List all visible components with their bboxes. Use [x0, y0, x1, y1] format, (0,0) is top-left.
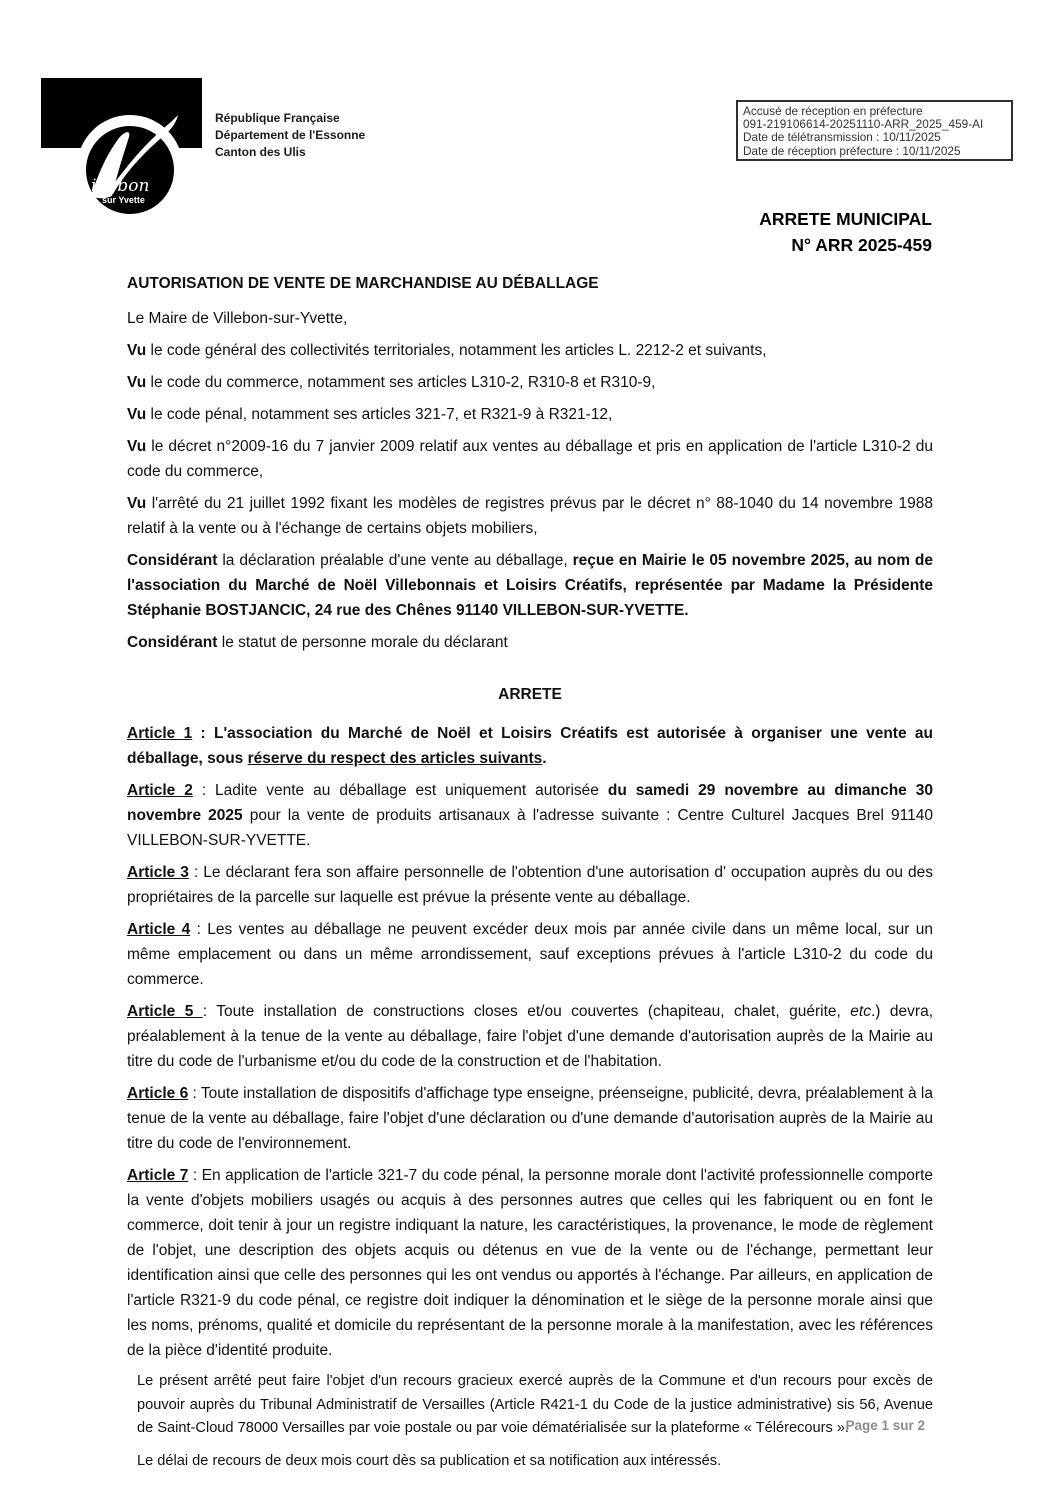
document-body [127, 271, 933, 1482]
logo-script-text: illebon [91, 176, 150, 196]
villebon-logo-graphic [41, 75, 206, 215]
article-6-paragraph: Article 6 : Toute installation de dispositifs d'affichage type enseigne, préenseigne, publicité, devra, préalablement à la tenue de la vente au déballage, faire l'objet d'une déclaration ou d'une demande d'autorisation auprès de la Mairie au titre du code de l'environnement. [127, 1085, 933, 1152]
document-subject: AUTORISATION DE VENTE DE MARCHANDISE AU DÉBALLAGE [127, 275, 599, 292]
preamble-paragraph-vu-commerce: Vu le code du commerce, notamment ses articles L310-2, R310-8 et R310-9, [127, 374, 656, 391]
article-3-paragraph: Article 3 : Le déclarant fera son affaire personnelle de l'obtention d'une autorisation d' occupation auprès du ou des propriétaires de la parcelle sur laquelle est prévue la présente vente au déballage. [127, 864, 933, 906]
authority-line-departement: Département de l'Essonne [215, 128, 366, 142]
preamble-paragraph-maire: Le Maire de Villebon-sur-Yvette, [127, 310, 348, 327]
city-logo [41, 75, 206, 215]
stamp-line-title: Accusé de réception en préfecture [743, 104, 923, 118]
document-title-line2: N° ARR 2025-459 [791, 235, 932, 255]
preamble-paragraph-vu-arrete-1992: Vu l'arrêté du 21 juillet 1992 fixant les modèles de registres prévus par le décret n° 88-1040 du 14 novembre 1988 relatif à la vente ou à l'échange de certains objets mobiliers, [127, 495, 933, 537]
document-title [759, 206, 932, 258]
preamble-paragraph-vu-decret: Vu le décret n°2009-16 du 7 janvier 2009 relatif aux ventes au déballage et pris en application de l'article L310-2 du code du commerce, [127, 438, 933, 480]
preamble-paragraph-vu-penal: Vu le code pénal, notamment ses articles 321-7, et R321-9 à R321-12, [127, 406, 613, 423]
logo-subtitle-text: sur Yvette [102, 195, 145, 205]
preamble-paragraph-considerant-statut: Considérant le statut de personne morale du déclarant [127, 634, 508, 651]
notice-recours-paragraph: Le présent arrêté peut faire l'objet d'un recours gracieux exercé auprès de la Commune et d'un recours pour excès de pouvoir auprès du Tribunal Administratif de Versailles (Article R421-1 du Code de la justice administrative) sis 56, Avenue de Saint-Cloud 78000 Versailles par voie postale ou par voie dématérialisée sur la plateforme « Télérecours ». [137, 1373, 933, 1436]
preamble-paragraph-considerant-declaration: Considérant la déclaration préalable d'une vente au déballage, reçue en Mairie le 05 novembre 2025, au nom de l'association du Marché de Noël Villebonnais et Loisirs Créatifs, représentée par Madame la Présidente Stéphanie BOSTJANCIC, 24 rue des Chênes 91140 VILLEBON-SUR-YVETTE. [127, 552, 934, 619]
authority-line-republique: République Française [215, 111, 340, 125]
article-2-paragraph: Article 2 : Ladite vente au déballage est uniquement autorisée du samedi 29 novembre au dimanche 30 novembre 2025 pour la vente de produits artisanaux à l'adresse suivante : Centre Culturel Jacques Brel 91140 VILLEBON-SUR-YVETTE. [127, 782, 933, 849]
document-title-line1: ARRETE MUNICIPAL [759, 209, 932, 229]
authority-block [215, 110, 365, 161]
prefecture-receipt-stamp [736, 100, 1013, 161]
section-heading-arrete: ARRETE [498, 686, 562, 703]
article-5-paragraph: Article 5 : Toute installation de constructions closes et/ou couvertes (chapiteau, chalet, guérite, etc.) devra, préalablement à la tenue de la vente au déballage, faire l'objet d'une demande d'autorisation auprès de la Mairie au titre du code de l'urbanisme et/ou du code de la construction et de l'habitation. [127, 1003, 933, 1070]
stamp-line-reference: 091-219106614-20251110-ARR_2025_459-AI [743, 117, 984, 132]
legal-notice-block [127, 1370, 933, 1473]
stamp-line-transmission-date: Date de télétransmission : 10/11/2025 [743, 130, 941, 145]
notice-delai-paragraph: Le délai de recours de deux mois court dès sa publication et sa notification aux intéressés. [137, 1452, 722, 1469]
article-7-paragraph: Article 7 : En application de l'article 321-7 du code pénal, la personne morale dont l'activité professionnelle comporte la vente d'objets mobiliers usagés ou acquis à des personnes autres que celles qui les fabriquent ou en font le commerce, doit tenir à jour un registre indiquant la nature, les caractéristiques, la provenance, le mode de règlement de l'objet, une description des objets acquis ou détenus en vue de la vente ou de l'échange, permettant leur identification ainsi que celle des personnes qui les ont vendus ou apportés à l'échange. Par ailleurs, en application de l'article R321-9 du code pénal, ce registre doit indiquer la dénomination et le siège de la personne morale ainsi que les noms, prénoms, qualité et domicile du représentant de la personne morale à la manifestation, avec les références de la pièce d'identité produite. [127, 1167, 933, 1359]
page-number-label: Page 1 sur 2 [845, 1418, 925, 1433]
stamp-line-reception-date: Date de réception préfecture : 10/11/2025 [743, 143, 961, 158]
authority-line-canton: Canton des Ulis [215, 145, 306, 159]
article-1-paragraph: Article 1 : L'association du Marché de Noël et Loisirs Créatifs est autorisée à organiser une vente au déballage, sous réserve du respect des articles suivants. [127, 725, 933, 767]
article-4-paragraph: Article 4 : Les ventes au déballage ne peuvent excéder deux mois par année civile dans un même local, sur un même emplacement ou dans un même arrondissement, sauf exceptions prévues à l'article L310-2 du code du commerce. [127, 921, 933, 988]
preamble-paragraph-vu-cgct: Vu le code général des collectivités territoriales, notamment les articles L. 2212-2 et suivants, [127, 342, 767, 359]
